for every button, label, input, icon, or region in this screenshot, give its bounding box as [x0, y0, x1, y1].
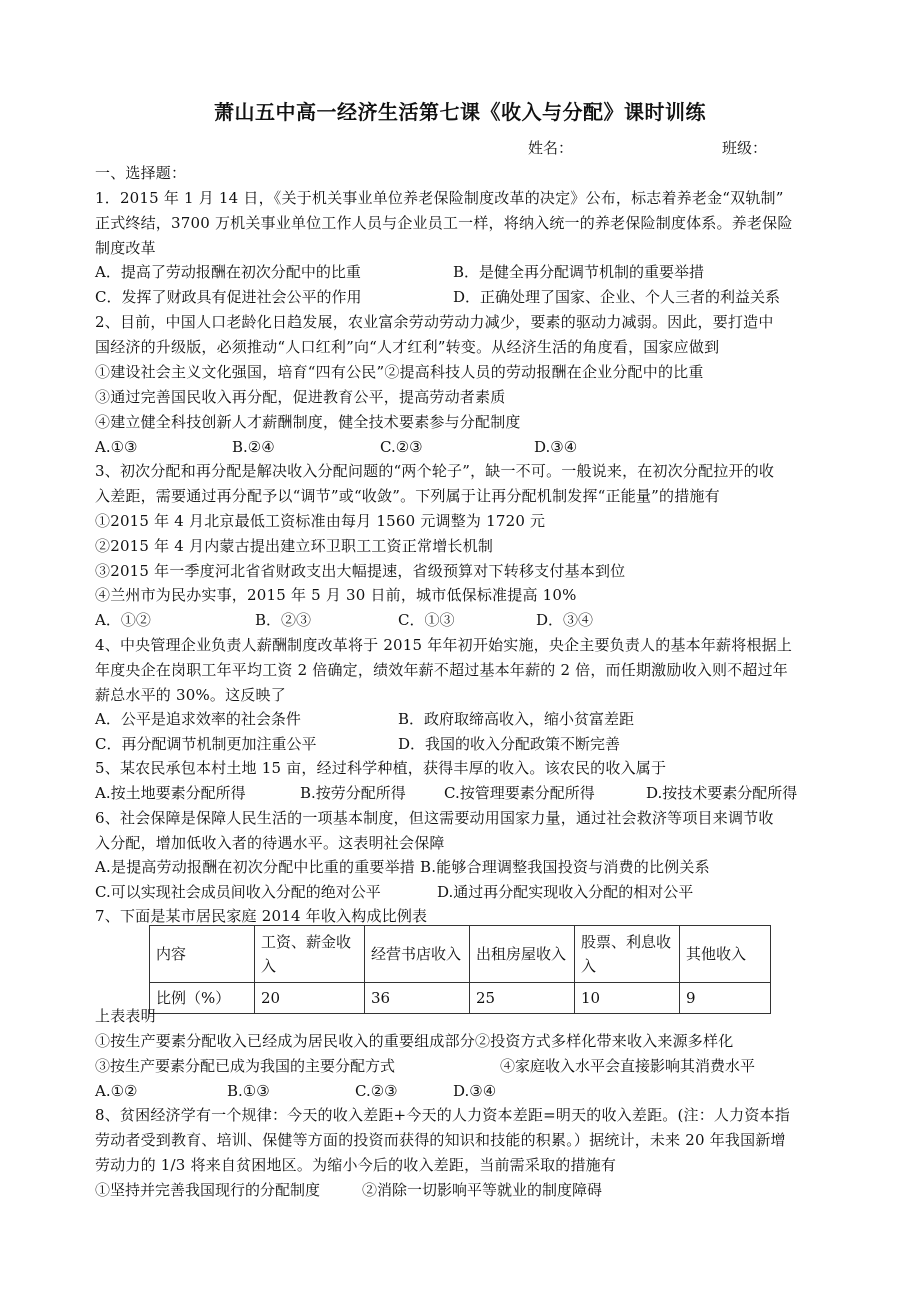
q7-option-c: C.②③ [355, 1082, 398, 1100]
table-header-cell: 经营书店收入 [365, 926, 470, 983]
table-cell: 20 [255, 983, 365, 1014]
q8-stem-line-2: 劳动者受到教育、培训、保健等方面的投资而获得的知识和技能的积累。）据统计，未来 20 年我国新增 [95, 1131, 786, 1149]
q3-option-a: A．①② [95, 611, 151, 629]
q6-stem-line-1: 6、社会保障是保障人民生活的一项基本制度，但这需要动用国家力量，通过社会救济等项目来调节收 [95, 809, 774, 827]
q5-option-a: A.按土地要素分配所得 [95, 784, 246, 802]
q5-option-b: B.按劳分配所得 [300, 784, 406, 802]
q7-stem: 7、下面是某市居民家庭 2014 年收入构成比例表 [95, 907, 428, 925]
table-header-cell: 内容 [150, 926, 255, 983]
q3-stem-line-2: 入差距，需要通过再分配予以“调节”或“收敛”。下列属于让再分配机制发挥“正能量”的措施有 [95, 487, 720, 505]
q5-stem: 5、某农民承包本村土地 15 亩，经过科学种植，获得丰厚的收入。该农民的收入属于 [95, 759, 667, 777]
table-header-row [150, 926, 771, 983]
q8-stem-line-1: 8、贫困经济学有一个规律：今天的收入差距+今天的人力资本差距=明天的收入差距。(注：人力资本指 [95, 1106, 790, 1124]
q2-stem-line-1: 2、目前，中国人口老龄化日趋发展，农业富余劳动劳动力减少，要素的驱动力减弱。因此，要打造中 [95, 313, 774, 331]
q4-option-a: A．公平是追求效率的社会条件 [95, 710, 301, 728]
table-row [150, 983, 771, 1014]
q6-stem-line-2: 入分配，增加低收入者的待遇水平。这表明社会保障 [95, 834, 445, 852]
q2-statement-3: ③通过完善国民收入再分配，促进教育公平，提高劳动者素质 [95, 388, 506, 406]
q7-statement-4: ④家庭收入水平会直接影响其消费水平 [500, 1057, 756, 1075]
q4-stem-line-3: 薪总水平的 30%。这反映了 [95, 686, 286, 704]
q4-option-c: C．再分配调节机制更加注重公平 [95, 735, 317, 753]
page-title: 萧山五中高一经济生活第七课《收入与分配》课时训练 [214, 100, 706, 124]
q1-stem-line-1: 1．2015 年 1 月 14 日，《关于机关事业单位养老保险制度改革的决定》公布，标志着养老金“双轨制” [95, 189, 784, 207]
q6-option-d: D.通过再分配实现收入分配的相对公平 [437, 883, 694, 901]
class-label: 班级： [722, 139, 768, 157]
q2-option-a: A.①③ [95, 438, 138, 456]
table-header-cell: 股票、利息收入 [575, 926, 680, 983]
table-header-cell: 工资、薪金收入 [255, 926, 365, 983]
q2-stem-line-2: 国经济的升级版，必须推动“人口红利”向“人才红利”转变。从经济生活的角度看，国家应做到 [95, 338, 720, 356]
q6-option-ab: A.是提高劳动报酬在初次分配中比重的重要举措 B.能够合理调整我国投资与消费的比例关系 [95, 858, 710, 876]
table-cell: 36 [365, 983, 470, 1014]
table-cell: 比例（%） [150, 983, 255, 1014]
q4-stem-line-2: 年度央企在岗职工年平均工资 2 倍确定，绩效年薪不超过基本年薪的 2 倍，而任期激励收入则不超过年 [95, 661, 788, 679]
q3-statement-3: ③2015 年一季度河北省省财政支出大幅提速，省级预算对下转移支付基本到位 [95, 562, 626, 580]
q4-option-b: B．政府取缔高收入，缩小贫富差距 [398, 710, 635, 728]
q7-option-d: D.③④ [453, 1082, 497, 1100]
q8-statement-1: ①坚持并完善我国现行的分配制度 [95, 1181, 321, 1199]
table-header-cell: 出租房屋收入 [470, 926, 575, 983]
q4-stem-line-1: 4、中央管理企业负责人薪酬制度改革将于 2015 年年初开始实施，央企主要负责人的基本年薪将根据上 [95, 636, 793, 654]
table-header-cell: 其他收入 [680, 926, 771, 983]
q1-stem-line-3: 制度改革 [95, 239, 156, 257]
q1-option-d: D．正确处理了国家、企业、个人三者的利益关系 [453, 288, 781, 306]
q5-option-d: D.按技术要素分配所得 [646, 784, 798, 802]
q7-statement-3: ③按生产要素分配已成为我国的主要分配方式 [95, 1057, 396, 1075]
q3-option-b: B．②③ [255, 611, 312, 629]
q3-stem-line-1: 3、初次分配和再分配是解决收入分配问题的“两个轮子”，缺一不可。一般说来，在初次分配拉开的收 [95, 462, 775, 480]
q2-option-d: D.③④ [534, 438, 578, 456]
q8-statement-2: ②消除一切影响平等就业的制度障碍 [362, 1181, 603, 1199]
q2-option-c: C.②③ [380, 438, 423, 456]
q3-statement-4: ④兰州市为民办实事，2015 年 5 月 30 日前，城市低保标准提高 10% [95, 586, 577, 604]
q6-option-c: C.可以实现社会成员间收入分配的绝对公平 [95, 883, 381, 901]
q3-statement-2: ②2015 年 4 月内蒙古提出建立环卫职工工资正常增长机制 [95, 537, 494, 555]
q3-option-c: C．①③ [398, 611, 455, 629]
q3-statement-1: ①2015 年 4 月北京最低工资标准由每月 1560 元调整为 1720 元 [95, 512, 546, 530]
q1-option-a: A．提高了劳动报酬在初次分配中的比重 [95, 263, 361, 281]
section-heading: 一、选择题： [95, 164, 187, 182]
table-cell: 9 [680, 983, 771, 1014]
q5-option-c: C.按管理要素分配所得 [444, 784, 595, 802]
q7-option-a: A.①② [95, 1082, 138, 1100]
name-label: 姓名： [528, 139, 574, 157]
q4-option-d: D．我国的收入分配政策不断完善 [398, 735, 621, 753]
income-table [149, 925, 771, 1014]
table-cell: 25 [470, 983, 575, 1014]
q1-option-c: C．发挥了财政具有促进社会公平的作用 [95, 288, 362, 306]
q2-statement-1: ①建设社会主义文化强国，培育“四有公民”②提高科技人员的劳动报酬在企业分配中的比重 [95, 363, 704, 381]
q1-option-b: B．是健全再分配调节机制的重要举措 [453, 263, 705, 281]
q1-stem-line-2: 正式终结，3700 万机关事业单位工作人员与企业员工一样，将纳入统一的养老保险制度体系。养老保险 [95, 214, 793, 232]
table-cell: 10 [575, 983, 680, 1014]
q7-option-b: B.①③ [227, 1082, 270, 1100]
q8-stem-line-3: 劳动力的 1/3 将来自贫困地区。为缩小今后的收入差距，当前需采取的措施有 [95, 1156, 617, 1174]
q7-statement-1: ①按生产要素分配收入已经成为居民收入的重要组成部分②投资方式多样化带来收入来源多样化 [95, 1032, 734, 1050]
q2-option-b: B.②④ [232, 438, 275, 456]
q3-option-d: D．③④ [536, 611, 594, 629]
q7-after-table: 上表表明 [95, 1007, 156, 1025]
q2-statement-4: ④建立健全科技创新人才薪酬制度，健全技术要素参与分配制度 [95, 413, 521, 431]
